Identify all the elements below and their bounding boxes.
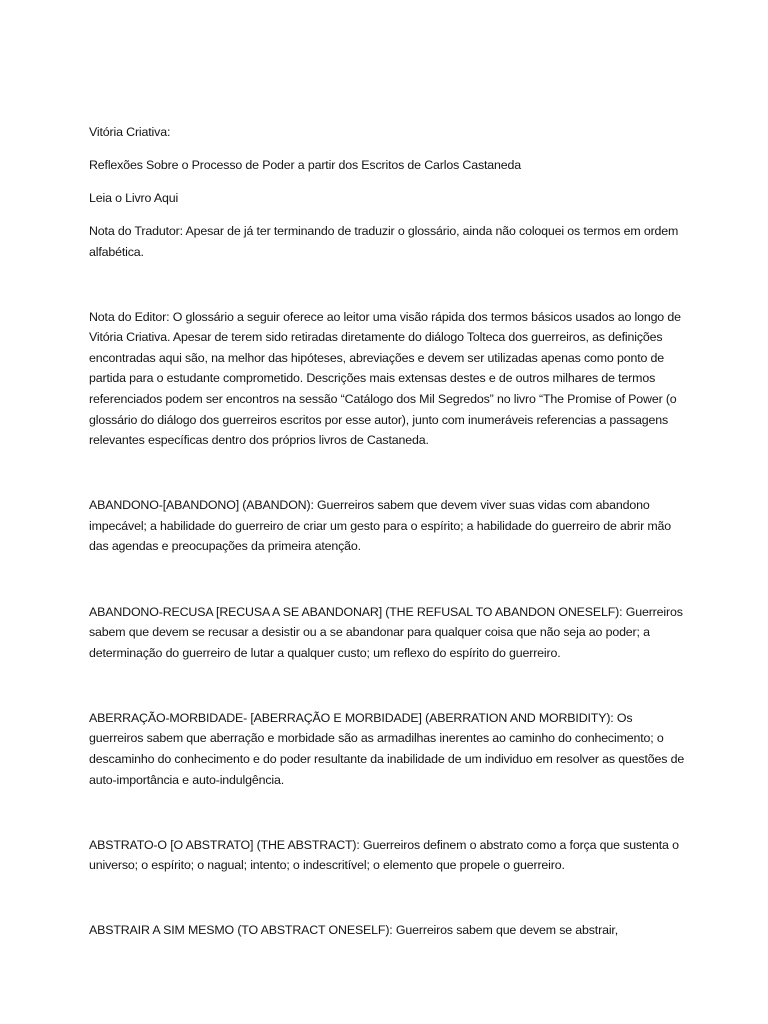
document-subtitle: Reflexões Sobre o Processo de Poder a partir dos Escritos de Carlos Castaneda — [89, 157, 521, 172]
glossary-entry-abandono-recusa: ABANDONO-RECUSA [RECUSA A SE ABANDONAR] (THE REFUSAL TO ABANDON ONESELF): Guerreiros sabem que devem se recusar a desistir ou a se abandonar para qualquer coisa que não seja ao poder; a determinação do guerreiro de lutar a qualquer custo; um reflexo do espírito do guerreiro. — [89, 604, 683, 660]
document-page — [89, 122, 689, 941]
glossary-entry-aberracao-morbidade: ABERRAÇÃO-MORBIDADE- [ABERRAÇÃO E MORBIDADE] (ABERRATION AND MORBIDITY): Os guerreiros sabem que aberração e morbidade são as armadilhas inerentes ao caminho do conhecimento; o descaminho do conhecimento e do poder resultante da inabilidade de um individuo em resolver as questões de auto-importância e auto-indulgência. — [89, 710, 685, 787]
editor-note: Nota do Editor: O glossário a seguir oferece ao leitor uma visão rápida dos termos básicos usados ao longo de Vitória Criativa. Apesar de terem sido retiradas diretamente do diálogo Tolteca dos guerreiros, as definições encontradas aqui são, na melhor das hipóteses, abreviações e devem ser utilizadas apenas como ponto de partida para o estudante comprometido. Descrições mais extensas destes e de outros milhares de termos referenciados podem ser encontros na sessão “Catálogo dos Mil Segredos” no livro “The Promise of Power (o glossário do diálogo dos guerreiros escritos por esse autor), junto com inumeráveis referencias a passagens relevantes específicas dentro dos próprios livros de Castaneda. — [89, 309, 681, 448]
translator-note: Nota do Tradutor: Apesar de já ter terminando de traduzir o glossário, ainda não coloquei os termos em ordem alfabética. — [89, 223, 679, 259]
glossary-entry-abstrair: ABSTRAIR A SIM MESMO (TO ABSTRACT ONESELF): Guerreiros sabem que devem se abstrair, — [89, 923, 619, 938]
read-book-link[interactable]: Leia o Livro Aqui — [89, 190, 179, 205]
document-title: Vitória Criativa: — [89, 125, 171, 139]
glossary-entry-abandono: ABANDONO-[ABANDONO] (ABANDON): Guerreiros sabem que devem viver suas vidas com abandono impecável; a habilidade do guerreiro de criar um gesto para o espírito; a habilidade do guerreiro de abrir mão das agendas e preocupações da primeira atenção. — [89, 498, 672, 554]
glossary-entry-abstrato: ABSTRATO-O [O ABSTRATO] (THE ABSTRACT): Guerreiros definem o abstrato como a força que sustenta o universo; o espírito; o nagual; intento; o indescritível; o elemento que propele o guerreiro. — [89, 837, 679, 873]
